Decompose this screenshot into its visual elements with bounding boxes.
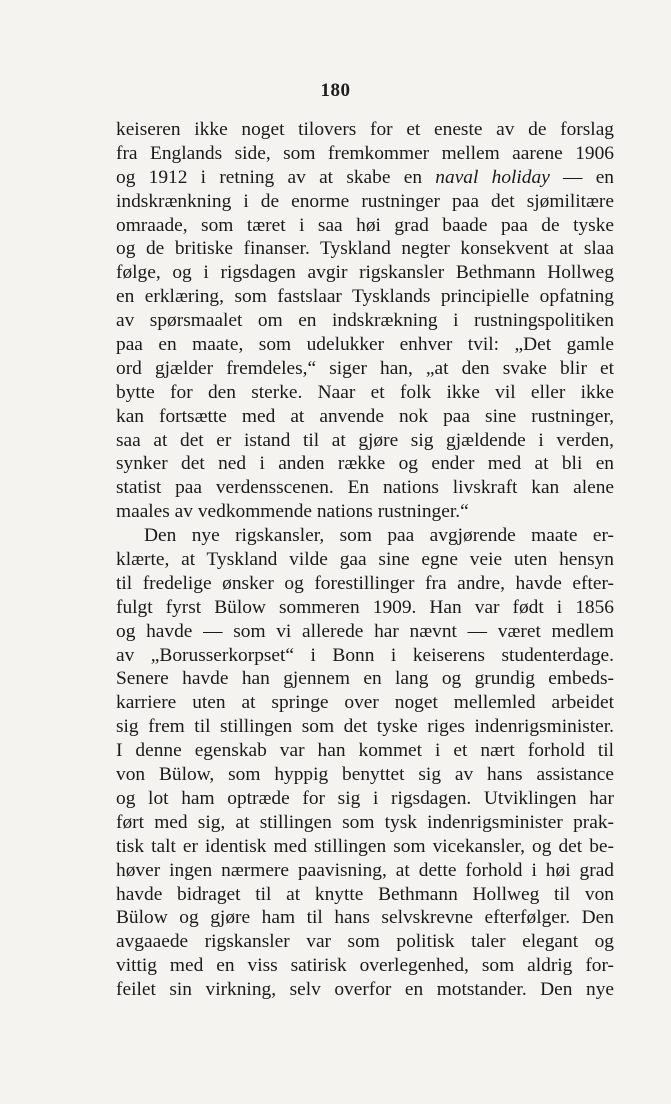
- italic-term: naval holiday: [435, 166, 550, 188]
- text-line: keiseren ikke noget tilovers for et eneste av de forslag: [116, 119, 614, 140]
- text-line: og lot ham optræde for sig i rigsdagen. Utviklingen har: [116, 787, 614, 809]
- text-segment: og 1912 i retning av at skabe en: [116, 166, 436, 188]
- text-line: til fredelige ønsker og forestillinger fra andre, havde efter-: [116, 572, 614, 594]
- text-line: klærte, at Tyskland vilde gaa sine egne veie uten hensyn: [116, 549, 614, 571]
- text-line: saa at det er istand til at gjøre sig gjældende i verden,: [116, 429, 614, 451]
- text-line: omraade, som tæret i saa høi grad baade paa de tyske: [116, 214, 614, 236]
- text-line: og havde — som vi allerede har nævnt — været medlem: [116, 620, 614, 642]
- text-line: ført med sig, at stillingen som tysk indenrigsminister prak-: [116, 811, 614, 833]
- text-line: I denne egenskab var han kommet i et nært forhold til: [116, 740, 614, 762]
- text-line: av spørsmaalet om en indskrækning i rustningspolitiken: [116, 310, 614, 332]
- text-line: havde bidraget til at knytte Bethmann Hollweg til von: [116, 883, 614, 905]
- text-line: vittig med en viss satirisk overlegenhed, som aldrig for-: [116, 955, 614, 977]
- text-line: karriere uten at springe over noget mellemled arbeidet: [116, 692, 614, 714]
- text-line: og de britiske finanser. Tyskland negter konsekvent at slaa: [116, 238, 614, 260]
- text-line: bytte for den sterke. Naar et folk ikke vil eller ikke: [116, 381, 614, 403]
- text-line: [116, 166, 614, 190]
- text-line: fra Englands side, som fremkommer mellem aarene 1906: [116, 142, 614, 164]
- text-line: ord gjælder fremdeles,“ siger han, „at den svake blir et: [116, 357, 614, 379]
- text-line: Bülow og gjøre ham til hans selvskrevne efterfølger. Den: [116, 907, 614, 929]
- text-line: Senere havde han gjennem en lang og grundig embeds-: [116, 668, 614, 690]
- text-line: tisk talt er identisk med stillingen som vicekansler, og det be-: [116, 835, 614, 857]
- text-line: avgaaede rigskansler var som politisk taler elegant og: [116, 931, 614, 953]
- text-segment: — en: [549, 166, 615, 188]
- text-line: høver ingen nærmere paavisning, at dette forhold i høi grad: [116, 859, 614, 881]
- text-line: Den nye rigskansler, som paa avgjørende maate er-: [144, 525, 614, 547]
- text-line: en erklæring, som fastslaar Tysklands principielle opfatning: [116, 286, 614, 308]
- body-text: [116, 118, 614, 1002]
- text-line: kan fortsætte med at anvende nok paa sine rustninger,: [116, 405, 614, 427]
- text-line: indskrænkning i de enorme rustninger paa det sjømilitære: [116, 190, 614, 212]
- text-line: maales av vedkommende nations rustninger.“: [116, 501, 469, 523]
- page-number: 180: [320, 80, 351, 101]
- text-line: von Bülow, som hyppig benyttet sig av hans assistance: [116, 764, 614, 786]
- text-line: statist paa verdensscenen. En nations livskraft kan alene: [116, 477, 614, 499]
- text-line: paa en maate, som udelukker enhver tvil: „Det gamle: [116, 334, 614, 356]
- text-line: feilet sin virkning, selv overfor en motstander. Den nye: [116, 979, 614, 1001]
- text-line: fulgt fyrst Bülow sommeren 1909. Han var født i 1856: [116, 596, 614, 618]
- text-line: følge, og i rigsdagen avgir rigskansler Bethmann Hollweg: [116, 262, 614, 284]
- text-line: synker det ned i anden række og ender med at bli en: [116, 453, 614, 475]
- text-line: av „Borusserkorpset“ i Bonn i keiserens studenterdage.: [116, 644, 614, 666]
- text-line: sig frem til stillingen som det tyske riges indenrigsminister.: [116, 716, 614, 738]
